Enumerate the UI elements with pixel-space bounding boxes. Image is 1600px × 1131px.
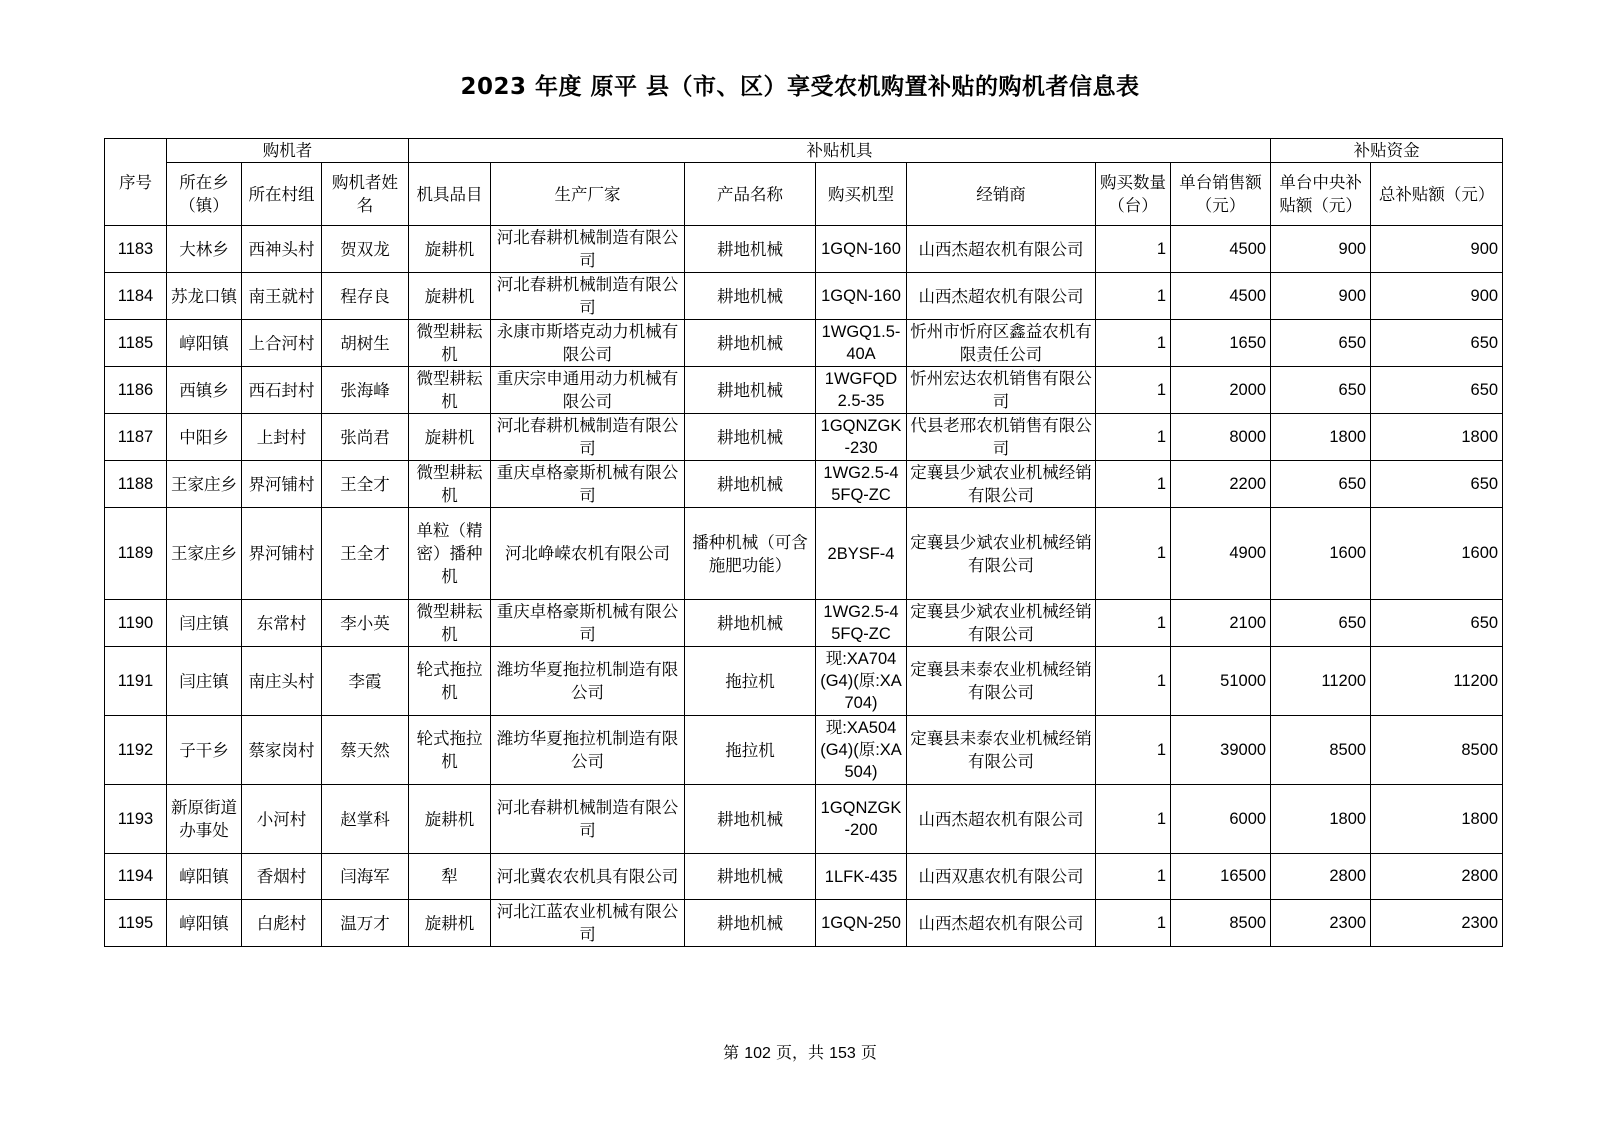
cell-qty: 1 [1096,461,1171,508]
cell-village: 南王就村 [242,273,322,320]
table-row [105,273,1503,320]
cell-seq: 1185 [105,320,167,367]
header-seq: 序号 [105,139,167,226]
cell-manufacturer: 河北峥嵘农机有限公司 [491,508,685,600]
cell-central-subsidy: 8500 [1271,716,1371,785]
page-title: 2023 年度 原平 县（市、区）享受农机购置补贴的购机者信息表 [460,74,1140,100]
header-price: 单台销售额（元） [1171,163,1271,226]
cell-manufacturer: 河北江蓝农业机械有限公司 [491,900,685,947]
header-manufacturer: 生产厂家 [491,163,685,226]
cell-category: 旋耕机 [409,414,491,461]
cell-seq: 1192 [105,716,167,785]
cell-village: 西石封村 [242,367,322,414]
footer-middle: 页，共 [775,1043,824,1062]
cell-dealer: 山西杰超农机有限公司 [907,273,1096,320]
cell-qty: 1 [1096,716,1171,785]
cell-manufacturer: 潍坊华夏拖拉机制造有限公司 [491,647,685,716]
cell-village: 上封村 [242,414,322,461]
cell-seq: 1183 [105,226,167,273]
cell-price: 2000 [1171,367,1271,414]
cell-model: 1GQN-160 [816,226,907,273]
cell-town: 苏龙口镇 [167,273,242,320]
cell-category: 犁 [409,854,491,900]
cell-town: 崞阳镇 [167,320,242,367]
cell-category: 旋耕机 [409,273,491,320]
cell-central-subsidy: 2800 [1271,854,1371,900]
header-model: 购买机型 [816,163,907,226]
cell-qty: 1 [1096,647,1171,716]
cell-category: 微型耕耘机 [409,320,491,367]
cell-total-subsidy: 650 [1371,600,1503,647]
cell-name: 闫海军 [322,854,409,900]
cell-name: 王全才 [322,461,409,508]
cell-product: 耕地机械 [685,367,816,414]
table-row [105,647,1503,716]
cell-product: 耕地机械 [685,854,816,900]
cell-qty: 1 [1096,854,1171,900]
cell-total-subsidy: 11200 [1371,647,1503,716]
cell-town: 闫庄镇 [167,647,242,716]
cell-town: 子干乡 [167,716,242,785]
cell-seq: 1190 [105,600,167,647]
cell-model: 1WG2.5-45FQ-ZC [816,600,907,647]
cell-qty: 1 [1096,273,1171,320]
table-row [105,508,1503,600]
cell-total-subsidy: 900 [1371,226,1503,273]
cell-name: 王全才 [322,508,409,600]
cell-dealer: 山西双惠农机有限公司 [907,854,1096,900]
cell-name: 李霞 [322,647,409,716]
cell-qty: 1 [1096,508,1171,600]
cell-central-subsidy: 650 [1271,367,1371,414]
cell-town: 大林乡 [167,226,242,273]
cell-price: 2200 [1171,461,1271,508]
cell-category: 轮式拖拉机 [409,647,491,716]
cell-total-subsidy: 650 [1371,461,1503,508]
cell-manufacturer: 重庆卓格豪斯机械有限公司 [491,600,685,647]
cell-name: 程存良 [322,273,409,320]
header-name: 购机者姓名 [322,163,409,226]
cell-price: 39000 [1171,716,1271,785]
cell-total-subsidy: 1800 [1371,414,1503,461]
header-central-subsidy: 单台中央补贴额（元） [1271,163,1371,226]
cell-price: 8000 [1171,414,1271,461]
cell-central-subsidy: 650 [1271,600,1371,647]
cell-name: 李小英 [322,600,409,647]
header-total-subsidy: 总补贴额（元） [1371,163,1503,226]
cell-model: 2BYSF-4 [816,508,907,600]
cell-central-subsidy: 900 [1271,273,1371,320]
cell-central-subsidy: 2300 [1271,900,1371,947]
cell-village: 小河村 [242,785,322,854]
cell-total-subsidy: 1600 [1371,508,1503,600]
cell-model: 现:XA704(G4)(原:XA704) [816,647,907,716]
cell-dealer: 定襄县耒泰农业机械经销有限公司 [907,716,1096,785]
cell-dealer: 代县老邢农机销售有限公司 [907,414,1096,461]
cell-qty: 1 [1096,226,1171,273]
header-dealer: 经销商 [907,163,1096,226]
cell-manufacturer: 河北春耕机械制造有限公司 [491,273,685,320]
cell-town: 王家庄乡 [167,461,242,508]
cell-manufacturer: 河北春耕机械制造有限公司 [491,785,685,854]
cell-seq: 1193 [105,785,167,854]
cell-product: 耕地机械 [685,273,816,320]
cell-name: 赵掌科 [322,785,409,854]
cell-central-subsidy: 900 [1271,226,1371,273]
header-category: 机具品目 [409,163,491,226]
cell-manufacturer: 河北冀农农机具有限公司 [491,854,685,900]
cell-product: 耕地机械 [685,226,816,273]
header-machine-group: 补贴机具 [409,139,1271,163]
cell-price: 1650 [1171,320,1271,367]
cell-total-subsidy: 900 [1371,273,1503,320]
cell-dealer: 定襄县少斌农业机械经销有限公司 [907,461,1096,508]
cell-qty: 1 [1096,600,1171,647]
cell-dealer: 定襄县耒泰农业机械经销有限公司 [907,647,1096,716]
cell-product: 拖拉机 [685,647,816,716]
cell-category: 微型耕耘机 [409,461,491,508]
cell-model: 1GQN-160 [816,273,907,320]
page-footer [0,1040,1600,1063]
cell-seq: 1189 [105,508,167,600]
cell-village: 香烟村 [242,854,322,900]
subsidy-table [104,138,1503,947]
cell-name: 温万才 [322,900,409,947]
cell-central-subsidy: 650 [1271,461,1371,508]
cell-product: 耕地机械 [685,320,816,367]
cell-model: 1WGQ1.5-40A [816,320,907,367]
cell-qty: 1 [1096,900,1171,947]
cell-village: 东常村 [242,600,322,647]
cell-qty: 1 [1096,785,1171,854]
cell-category: 旋耕机 [409,226,491,273]
cell-seq: 1184 [105,273,167,320]
cell-manufacturer: 重庆卓格豪斯机械有限公司 [491,461,685,508]
cell-village: 界河铺村 [242,508,322,600]
cell-qty: 1 [1096,367,1171,414]
cell-seq: 1195 [105,900,167,947]
cell-name: 张尚君 [322,414,409,461]
cell-central-subsidy: 11200 [1271,647,1371,716]
cell-dealer: 定襄县少斌农业机械经销有限公司 [907,508,1096,600]
cell-price: 6000 [1171,785,1271,854]
header-buyer-group: 购机者 [167,139,409,163]
cell-seq: 1191 [105,647,167,716]
cell-total-subsidy: 650 [1371,320,1503,367]
cell-manufacturer: 永康市斯塔克动力机械有限公司 [491,320,685,367]
cell-category: 微型耕耘机 [409,600,491,647]
cell-price: 4500 [1171,226,1271,273]
cell-category: 微型耕耘机 [409,367,491,414]
cell-manufacturer: 河北春耕机械制造有限公司 [491,226,685,273]
cell-village: 蔡家岗村 [242,716,322,785]
cell-seq: 1187 [105,414,167,461]
cell-category: 轮式拖拉机 [409,716,491,785]
cell-total-subsidy: 1800 [1371,785,1503,854]
cell-manufacturer: 重庆宗申通用动力机械有限公司 [491,367,685,414]
cell-seq: 1186 [105,367,167,414]
header-village: 所在村组 [242,163,322,226]
cell-product: 耕地机械 [685,900,816,947]
cell-village: 界河铺村 [242,461,322,508]
cell-price: 8500 [1171,900,1271,947]
cell-product: 播种机械（可含施肥功能） [685,508,816,600]
cell-qty: 1 [1096,320,1171,367]
cell-central-subsidy: 1800 [1271,414,1371,461]
cell-model: 1LFK-435 [816,854,907,900]
cell-product: 拖拉机 [685,716,816,785]
cell-model: 1WG2.5-45FQ-ZC [816,461,907,508]
cell-dealer: 忻州宏达农机销售有限公司 [907,367,1096,414]
table-row [105,854,1503,900]
cell-name: 胡树生 [322,320,409,367]
cell-central-subsidy: 1800 [1271,785,1371,854]
cell-town: 西镇乡 [167,367,242,414]
cell-village: 白彪村 [242,900,322,947]
cell-central-subsidy: 650 [1271,320,1371,367]
table-row [105,226,1503,273]
table-row [105,785,1503,854]
cell-product: 耕地机械 [685,414,816,461]
cell-town: 新原街道办事处 [167,785,242,854]
cell-town: 中阳乡 [167,414,242,461]
cell-village: 南庄头村 [242,647,322,716]
cell-name: 贺双龙 [322,226,409,273]
cell-model: 1GQNZGK-230 [816,414,907,461]
cell-product: 耕地机械 [685,461,816,508]
table-row [105,716,1503,785]
header-town: 所在乡（镇） [167,163,242,226]
cell-seq: 1194 [105,854,167,900]
table-row [105,414,1503,461]
cell-dealer: 山西杰超农机有限公司 [907,226,1096,273]
header-qty: 购买数量（台） [1096,163,1171,226]
cell-price: 16500 [1171,854,1271,900]
cell-name: 张海峰 [322,367,409,414]
header-product: 产品名称 [685,163,816,226]
cell-total-subsidy: 2800 [1371,854,1503,900]
cell-town: 崞阳镇 [167,900,242,947]
cell-model: 1GQNZGK-200 [816,785,907,854]
table-row [105,600,1503,647]
cell-central-subsidy: 1600 [1271,508,1371,600]
table-row [105,320,1503,367]
cell-price: 2100 [1171,600,1271,647]
cell-town: 闫庄镇 [167,600,242,647]
cell-model: 1GQN-250 [816,900,907,947]
cell-dealer: 山西杰超农机有限公司 [907,785,1096,854]
table-row [105,367,1503,414]
cell-price: 4900 [1171,508,1271,600]
table-row [105,461,1503,508]
cell-town: 崞阳镇 [167,854,242,900]
cell-product: 耕地机械 [685,785,816,854]
cell-name: 蔡天然 [322,716,409,785]
cell-total-subsidy: 650 [1371,367,1503,414]
footer-prefix: 第 [723,1043,740,1062]
cell-dealer: 忻州市忻府区鑫益农机有限责任公司 [907,320,1096,367]
cell-manufacturer: 潍坊华夏拖拉机制造有限公司 [491,716,685,785]
table-body [105,226,1503,947]
footer-page-number: 102 [744,1045,771,1062]
cell-total-subsidy: 2300 [1371,900,1503,947]
cell-dealer: 定襄县少斌农业机械经销有限公司 [907,600,1096,647]
cell-price: 51000 [1171,647,1271,716]
header-fund-group: 补贴资金 [1271,139,1503,163]
cell-model: 1WGFQD2.5-35 [816,367,907,414]
cell-seq: 1188 [105,461,167,508]
cell-category: 单粒（精密）播种机 [409,508,491,600]
cell-total-subsidy: 8500 [1371,716,1503,785]
cell-qty: 1 [1096,414,1171,461]
footer-suffix: 页 [860,1043,877,1062]
cell-product: 耕地机械 [685,600,816,647]
cell-town: 王家庄乡 [167,508,242,600]
footer-total-pages: 153 [829,1045,856,1062]
cell-price: 4500 [1171,273,1271,320]
cell-manufacturer: 河北春耕机械制造有限公司 [491,414,685,461]
table-row [105,900,1503,947]
cell-category: 旋耕机 [409,785,491,854]
cell-model: 现:XA504(G4)(原:XA504) [816,716,907,785]
cell-category: 旋耕机 [409,900,491,947]
cell-dealer: 山西杰超农机有限公司 [907,900,1096,947]
cell-village: 上合河村 [242,320,322,367]
cell-village: 西神头村 [242,226,322,273]
